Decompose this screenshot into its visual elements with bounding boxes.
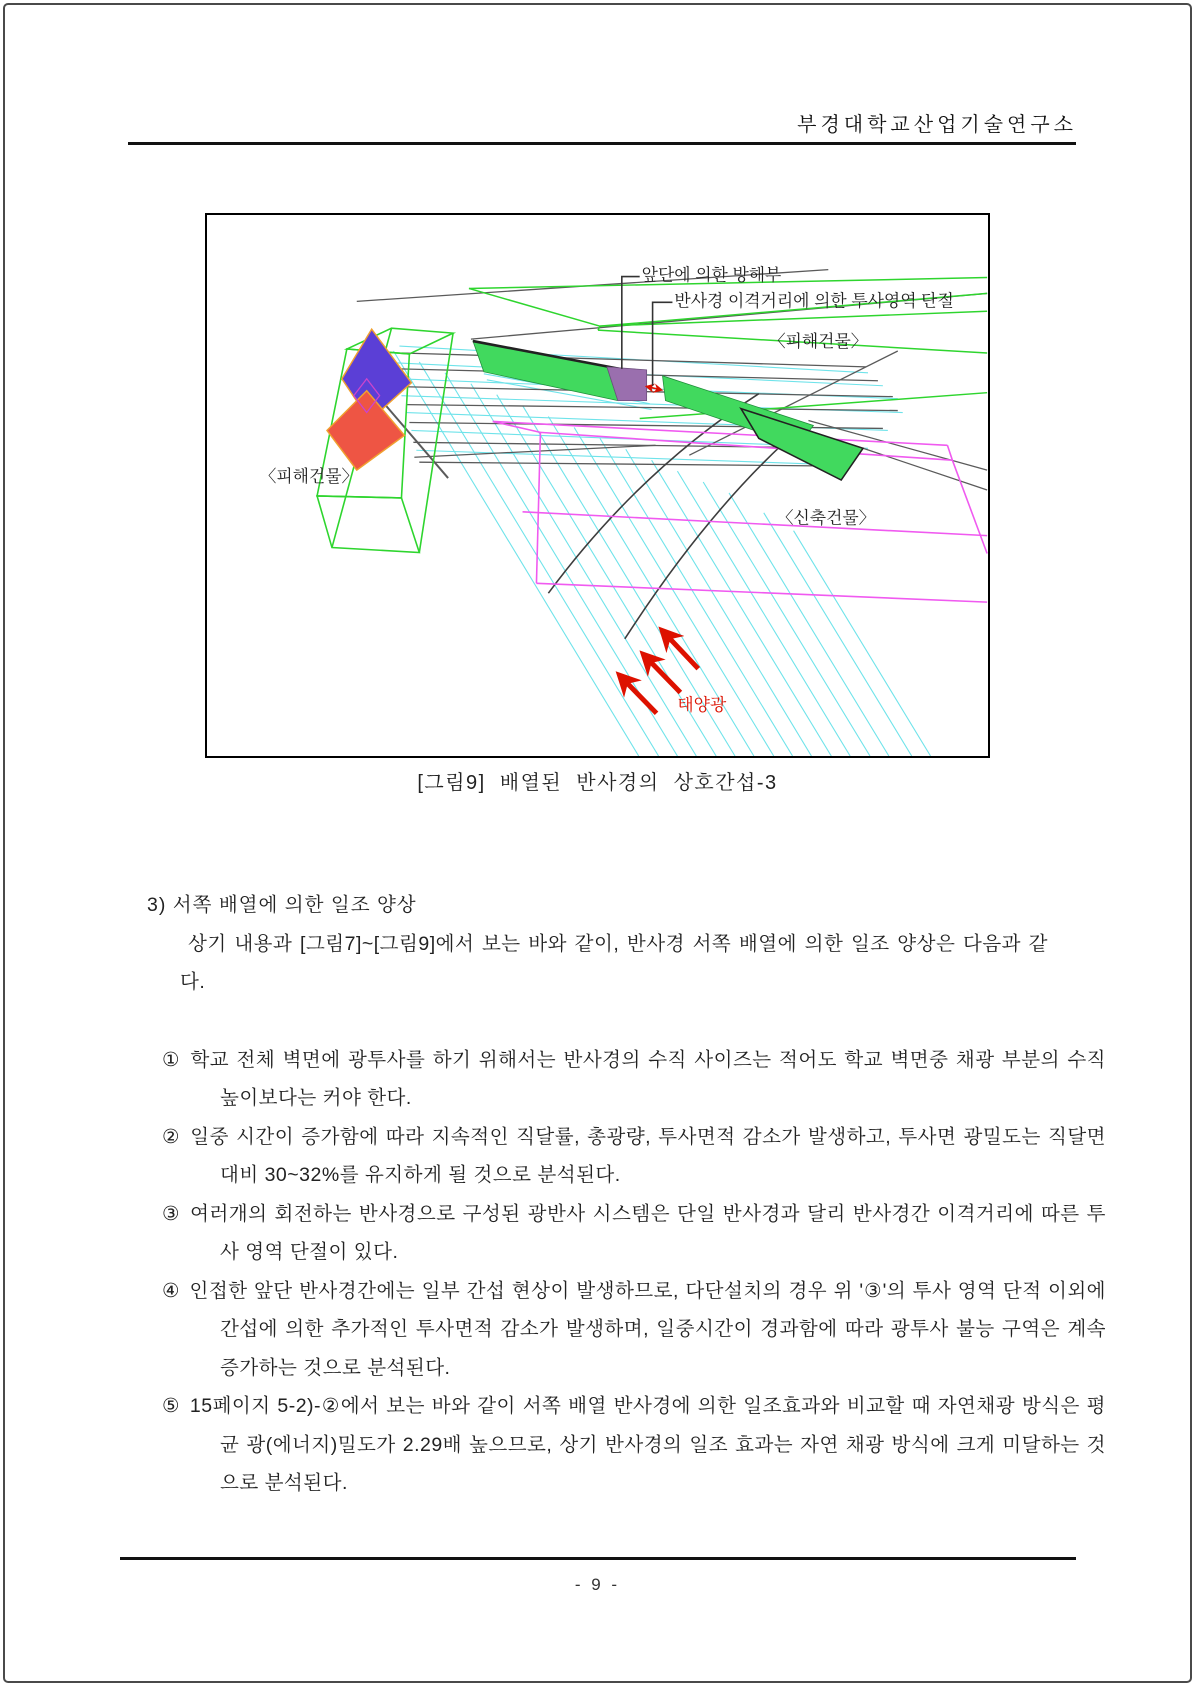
item-marker: ④: [162, 1279, 181, 1302]
figure-9-diagram: [207, 215, 988, 756]
figure-frame: [205, 213, 990, 758]
label-new-building: 〈신축건물〉: [776, 508, 876, 528]
band-left-segment: [473, 341, 618, 401]
item-marker: ②: [162, 1125, 182, 1148]
list-item: [162, 1118, 1106, 1195]
item-text: 학교 전체 벽면에 광투사를 하기 위해서는 반사경의 수직 사이즈는 적어도 학교 벽면중 채광 부분의 수직 높이보다는 커야 한다.: [190, 1048, 1106, 1109]
item-text: 여러개의 회전하는 반사경으로 구성된 광반사 시스템은 단일 반사경과 달리 반사경간 이격거리에 따른 투사 영역 단절이 있다.: [190, 1202, 1106, 1263]
label-sunlight: 태양광: [677, 695, 727, 715]
item-text: 15페이지 5-2)-②에서 보는 바와 같이 서쪽 배열 반사경에 의한 일조효과와 비교할 때 자연채광 방식은 평균 광(에너지)밀도가 2.29배 높으므로, 상기 반사경의 일조 효과는 자연 채광 방식에 크게 미달하는 것으로 분석된다.: [189, 1395, 1107, 1494]
label-projection-gap: 반사경 이격거리에 의한 투사영역 단절: [674, 291, 954, 311]
label-front-obstruction: 앞단에 의한 방해부: [641, 265, 782, 285]
figure-caption: [그림9] 배열된 반사경의 상호간섭-3: [417, 772, 778, 794]
header-institute: 부경대학교산업기술연구소: [797, 114, 1077, 136]
list-item: [162, 1195, 1106, 1272]
numbered-list: [0, 1041, 1195, 1503]
body-text: [0, 886, 1195, 1503]
mirror-projection-diamonds: [327, 329, 411, 470]
label-damaged-building-left: 〈피해건물〉: [259, 467, 359, 487]
header-rule: [128, 142, 1076, 145]
list-item: [162, 1041, 1106, 1118]
page-number: - 9 -: [574, 1575, 621, 1594]
footer-rule: [120, 1557, 1076, 1560]
item-marker: ⑤: [162, 1395, 181, 1417]
label-damaged-building-right: 〈피해건물〉: [768, 332, 868, 352]
item-marker: ③: [162, 1202, 182, 1225]
section-heading: 3) 서쪽 배열에 의한 일조 양상: [147, 894, 417, 916]
intro-paragraph: 상기 내용과 [그림7]~[그림9]에서 보는 바와 같이, 반사경 서쪽 배열에 의한 일조 양상은 다음과 같다.: [180, 932, 1048, 993]
sun-ray-bundle: [394, 351, 931, 756]
red-diamond: [327, 391, 404, 470]
item-text: 인접한 앞단 반사경간에는 일부 간섭 현상이 발생하므로, 다단설치의 경우 위 '③'의 투사 영역 단적 이외에 간섭에 의한 추가적인 투사면적 감소가 발생하며, 일중시간이 경과함에 따라 광투사 불능 구역은 계속 증가하는 것으로 분석된다.: [189, 1279, 1106, 1379]
list-item: [162, 1272, 1106, 1388]
item-text: 일중 시간이 증가함에 따라 지속적인 직달률, 총광량, 투사면적 감소가 발생하고, 투사면 광밀도는 직달면 대비 30~32%를 유지하게 될 것으로 분석된다.: [190, 1125, 1107, 1186]
list-item: [162, 1387, 1106, 1503]
item-marker: ①: [162, 1048, 182, 1071]
